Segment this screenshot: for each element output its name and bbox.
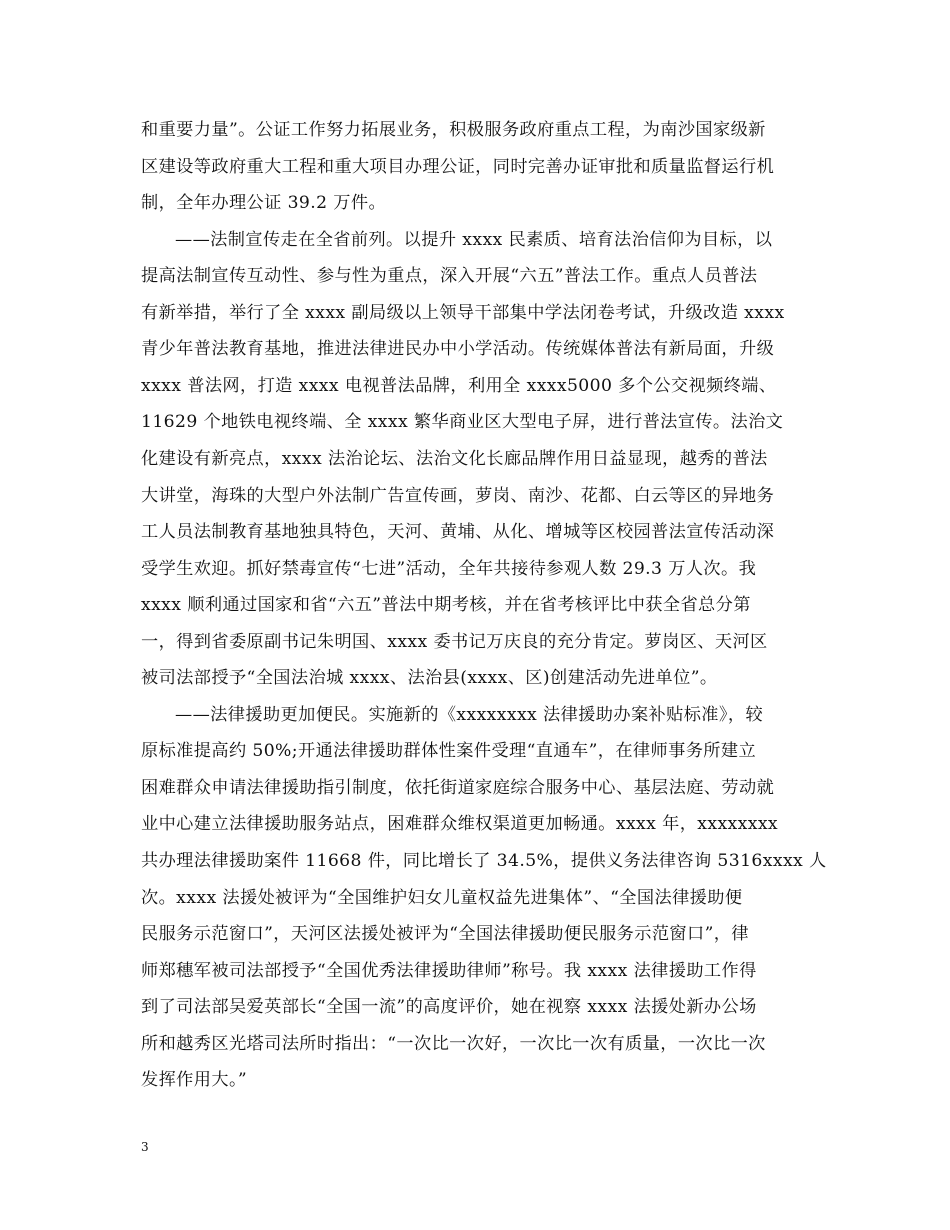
body-line: 原标准提高约 50%;开通法律援助群体性案件受理“直通车”，在律师事务所建立 [141,741,757,761]
body-line: xxxx 顺利通过国家和省“六五”普法中期考核，并在省考核评比中获全省总分第 [141,595,751,615]
body-line: 提高法制宣传互动性、参与性为重点，深入开展“六五”普法工作。重点人员普法 [141,266,758,286]
body-line: 11629 个地铁电视终端、全 xxxx 繁华商业区大型电子屏，进行普法宣传。法治文 [141,412,784,432]
body-line: 有新举措，举行了全 xxxx 副局级以上领导干部集中学法闭卷考试，升级改造 xxxx [141,303,785,323]
body-line: 制，全年办理公证 39.2 万件。 [141,193,387,213]
body-line: 青少年普法教育基地，推进法律进民办中小学活动。传统媒体普法有新局面，升级 [141,339,775,359]
body-line: 被司法部授予“全国法治城 xxxx、法治县(xxxx、区)创建活动先进单位”。 [141,668,718,688]
page-number: 3 [141,1140,149,1154]
body-line: 业中心建立法律援助服务站点，困难群众维权渠道更加畅通。xxxx 年，xxxxxxxx [141,814,779,834]
body-line: xxxx 普法网，打造 xxxx 电视普法品牌，利用全 xxxx5000 多个公交视频终端、 [141,376,777,396]
body-line: 共办理法律援助案件 11668 件，同比增长了 34.5%，提供义务法律咨询 5316xxxx 人 [141,851,827,871]
body-line: 所和越秀区光塔司法所时指出：“一次比一次好，一次比一次有质量，一次比一次 [141,1034,766,1054]
body-line: 受学生欢迎。抓好禁毒宣传“七进”活动，全年共接待参观人数 29.3 万人次。我 [141,559,757,579]
paragraph-first-line: ——法律援助更加便民。实施新的《xxxxxxxx 法律援助办案补贴标准》，较 [175,705,764,725]
body-line: 工人员法制教育基地独具特色，天河、黄埔、从化、增城等区校园普法宣传活动深 [141,522,775,542]
body-line: 困难群众申请法律援助指引制度，依托街道家庭综合服务中心、基层法庭、劳动就 [141,778,775,798]
body-line: 民服务示范窗口”，天河区法援处被评为“全国法律援助便民服务示范窗口”，律 [141,924,749,944]
paragraph-first-line: ——法制宣传走在全省前列。以提升 xxxx 民素质、培育法治信仰为目标，以 [175,230,773,250]
body-line: 区建设等政府重大工程和重大项目办理公证，同时完善办证审批和质量监督运行机 [141,157,775,177]
body-line: 次。xxxx 法援处被评为“全国维护妇女儿童权益先进集体”、“全国法律援助便 [141,888,743,908]
body-line: 一，得到省委原副书记朱明国、xxxx 委书记万庆良的充分肯定。萝岗区、天河区 [141,632,768,652]
body-line: 和重要力量”。公证工作努力拓展业务，积极服务政府重点工程，为南沙国家级新 [141,120,766,140]
body-line: 师郑穗军被司法部授予“全国优秀法律援助律师”称号。我 xxxx 法律援助工作得 [141,961,757,981]
body-line: 大讲堂，海珠的大型户外法制广告宣传画，萝岗、南沙、花都、白云等区的异地务 [141,486,775,506]
body-line: 发挥作用大。” [141,1070,248,1090]
body-line: 化建设有新亮点，xxxx 法治论坛、法治文化长廊品牌作用日益显现，越秀的普法 [141,449,768,469]
body-line: 到了司法部吴爱英部长“全国一流”的高度评价，她在视察 xxxx 法援处新办公场 [141,997,757,1017]
